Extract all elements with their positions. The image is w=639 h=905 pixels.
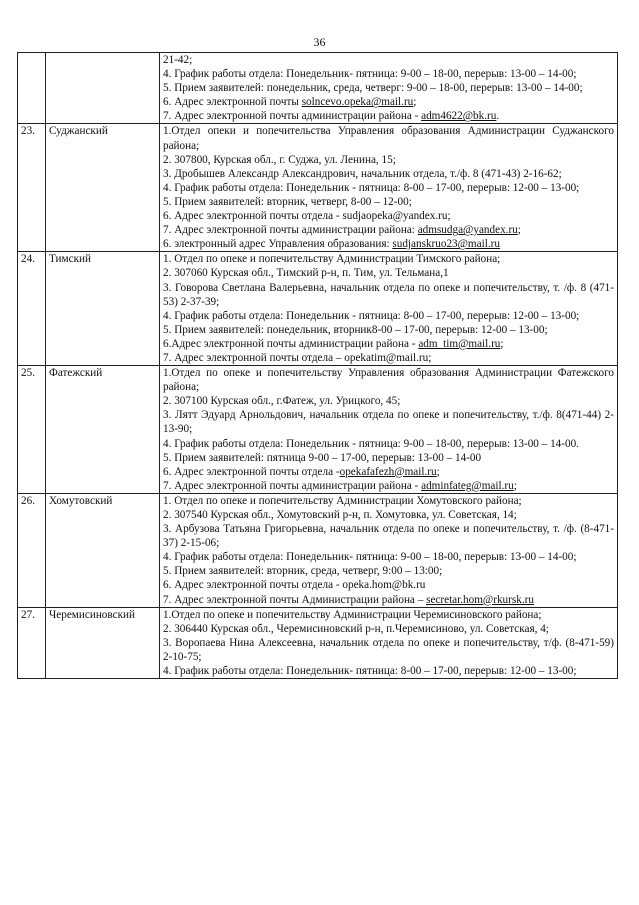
info-line xyxy=(163,337,614,351)
contact-info xyxy=(160,366,618,494)
info-line xyxy=(163,522,614,550)
info-text: 21-42; xyxy=(163,54,193,66)
info-line xyxy=(163,309,614,323)
info-text: 7. Адрес электронной почты администрации района - xyxy=(163,479,422,492)
row-number: 27. xyxy=(18,607,46,678)
info-line xyxy=(163,636,614,664)
district-name: Тимский xyxy=(46,252,160,366)
table-body xyxy=(18,53,618,679)
info-text: 4. График работы отдела: Понедельник - пятница: 9-00 – 18-00, перерыв: 13-00 – 14-00. xyxy=(163,437,579,450)
info-punctuation: ; xyxy=(413,96,417,109)
info-text: 7. Адрес электронной почты администрации района - xyxy=(163,110,422,123)
row-number: 24. xyxy=(18,252,46,366)
info-text: 6. Адрес электронной почты отдела - opeka.hom@bk.ru xyxy=(163,579,426,592)
info-line xyxy=(163,664,614,678)
info-line xyxy=(163,53,614,67)
info-line xyxy=(163,508,614,522)
info-line xyxy=(163,266,614,280)
contact-info xyxy=(160,607,618,678)
info-line xyxy=(163,67,614,81)
info-punctuation: ; xyxy=(500,337,504,350)
info-text: 3. Воропаева Нина Алексеевна, начальник отдела по опеке и попечительству, т/ф. (8-471-59) 2-10-75; xyxy=(163,636,614,663)
district-name: Фатежский xyxy=(46,366,160,494)
info-text: 5. Прием заявителей: пятница 9-00 – 17-00, перерыв: 13-00 – 14-00 xyxy=(163,451,482,464)
info-text: 3. Дробышев Александр Александрович, начальник отдела, т./ф. 8 (471-43) 2-16-62; xyxy=(163,167,562,180)
table-row xyxy=(18,124,618,252)
info-text: 4. График работы отдела: Понедельник - пятница: 8-00 – 17-00, перерыв: 12-00 – 13-00; xyxy=(163,309,580,322)
table-row xyxy=(18,493,618,607)
district-name: Хомутовский xyxy=(46,493,160,607)
email-link[interactable]: adm_tim@mail.ru xyxy=(418,337,501,350)
info-punctuation: . xyxy=(496,110,500,123)
info-text: 4. График работы отдела: Понедельник- пятница: 9-00 – 18-00, перерыв: 13-00 – 14-00; xyxy=(163,551,577,564)
contact-info xyxy=(160,53,618,124)
info-text: 7. Адрес электронной почты отдела – opekatim@mail.ru; xyxy=(163,351,432,364)
info-text: 2. 307800, Курская обл., г. Суджа, ул. Ленина, 15; xyxy=(163,153,396,166)
row-number: 26. xyxy=(18,493,46,607)
info-line xyxy=(163,465,614,479)
contact-info xyxy=(160,493,618,607)
info-line xyxy=(163,323,614,337)
info-line xyxy=(163,494,614,508)
info-text: 3. Арбузова Татьяна Григорьевна, начальник отдела по опеке и попечительству, т. /ф. (8-471-37) 2-15-06; xyxy=(163,523,614,550)
info-text: 7. Адрес электронной почты администрации района: xyxy=(163,224,418,237)
info-text: 5. Прием заявителей: вторник, четверг, 8-00 – 12-00; xyxy=(163,195,412,208)
info-text: 7. Адрес электронной почты Администрации района – xyxy=(163,593,427,606)
info-line xyxy=(163,351,614,365)
contacts-table xyxy=(17,52,618,679)
info-line xyxy=(163,437,614,451)
info-text: 3. Лятт Эдуард Арнольдович, начальник отдела по опеке и попечительству, т./ф. 8(471-44) 2-13-90; xyxy=(163,409,614,436)
contact-info xyxy=(160,124,618,252)
info-line xyxy=(163,281,614,309)
info-text: 6. Адрес электронной почты отдела - xyxy=(163,465,340,478)
page-number: 36 xyxy=(313,35,326,49)
email-link[interactable]: secretar.hom@rkursk.ru xyxy=(426,593,534,606)
email-link[interactable]: adm4622@bk.ru xyxy=(421,110,497,123)
info-punctuation: ; xyxy=(513,479,517,492)
info-text: 3. Говорова Светлана Валерьевна, начальник отдела по опеке и попечительству, т. /ф. 8 (471-53) 2-37-39; xyxy=(163,281,614,308)
district-name: Суджанский xyxy=(46,124,160,252)
info-text: 6. Адрес электронной почты xyxy=(163,96,302,109)
table-row xyxy=(18,252,618,366)
contact-info xyxy=(160,252,618,366)
info-text: 4. График работы отдела: Понедельник- пятница: 8-00 – 17-00, перерыв: 12-00 – 13-00; xyxy=(163,665,577,678)
info-line xyxy=(163,124,614,152)
info-text: 4. График работы отдела: Понедельник- пятница: 9-00 – 18-00, перерыв: 13-00 – 14-00; xyxy=(163,68,577,81)
email-link[interactable]: opekafafezh@mail.ru xyxy=(339,465,437,478)
info-line xyxy=(163,622,614,636)
info-line xyxy=(163,608,614,622)
email-link[interactable]: adminfateg@mail.ru xyxy=(421,479,514,492)
info-text: 1. Отдел по опеке и попечительству Администрации Тимского района; xyxy=(163,253,501,266)
info-line xyxy=(163,181,614,195)
info-text: 4. График работы отдела: Понедельник - пятница: 8-00 – 17-00, перерыв: 12-00 – 13-00; xyxy=(163,181,580,194)
info-text: 5. Прием заявителей: понедельник, среда, четверг: 9-00 – 18-00, перерыв: 13-00 – 14-00; xyxy=(163,82,583,95)
info-line xyxy=(163,564,614,578)
row-number: 23. xyxy=(18,124,46,252)
info-text: 6.Адрес электронной почты администрации района - xyxy=(163,337,419,350)
info-text: 6. Адрес электронной почты отдела - sudjaopeka@yandex.ru; xyxy=(163,210,451,223)
info-line xyxy=(163,394,614,408)
info-text: 5. Прием заявителей: понедельник, вторник8-00 – 17-00, перерыв: 12-00 – 13-00; xyxy=(163,323,548,336)
table-row xyxy=(18,607,618,678)
info-text: 2. 307540 Курская обл., Хомутовский р-н, п. Хомутовка, ул. Советская, 14; xyxy=(163,509,517,521)
info-text: 1.Отдел опеки и попечительства Управления образования Администрации Суджанского района; xyxy=(163,125,614,152)
info-line xyxy=(163,479,614,493)
info-text: 2. 307100 Курская обл., г.Фатеж, ул. Урицкого, 45; xyxy=(163,395,401,408)
info-line xyxy=(163,366,614,394)
info-line xyxy=(163,237,614,251)
email-link[interactable]: solncevo.opeka@mail.ru xyxy=(301,96,414,109)
email-link[interactable]: admsudga@yandex.ru xyxy=(417,224,518,237)
info-text: 1.Отдел по опеке и попечительству Администрации Черемисиновского района; xyxy=(163,608,542,621)
district-name: Черемисиновский xyxy=(46,607,160,678)
info-line xyxy=(163,223,614,237)
info-punctuation: ; xyxy=(517,224,521,237)
info-line xyxy=(163,209,614,223)
info-line xyxy=(163,578,614,592)
info-line xyxy=(163,195,614,209)
row-number: 25. xyxy=(18,366,46,494)
email-link[interactable]: sudjanskruo23@mail.ru xyxy=(392,238,500,251)
info-line xyxy=(163,95,614,109)
info-punctuation: ; xyxy=(436,465,440,478)
info-line xyxy=(163,550,614,564)
info-line xyxy=(163,109,614,123)
info-line xyxy=(163,252,614,266)
info-line xyxy=(163,408,614,436)
info-line xyxy=(163,593,614,607)
row-number xyxy=(18,53,46,124)
info-text: 5. Прием заявителей: вторник, среда, четверг, 9:00 – 13:00; xyxy=(163,565,443,578)
district-name xyxy=(46,53,160,124)
info-line xyxy=(163,81,614,95)
table-row xyxy=(18,366,618,494)
info-text: 2. 306440 Курская обл., Черемисиновский р-н, п.Черемисиново, ул. Советская, 4; xyxy=(163,622,549,635)
info-text: 1.Отдел по опеке и попечительству Управления образования Администрации Фатежского района; xyxy=(163,367,614,394)
info-line xyxy=(163,451,614,465)
info-text: 6. электронный адрес Управления образования: xyxy=(163,238,393,251)
info-text: 2. 307060 Курская обл., Тимский р-н, п. Тим, ул. Тельмана,1 xyxy=(163,267,449,280)
table-row xyxy=(18,53,618,124)
info-line xyxy=(163,153,614,167)
info-text: 1. Отдел по опеке и попечительству Администрации Хомутовского района; xyxy=(163,494,522,507)
info-line xyxy=(163,167,614,181)
